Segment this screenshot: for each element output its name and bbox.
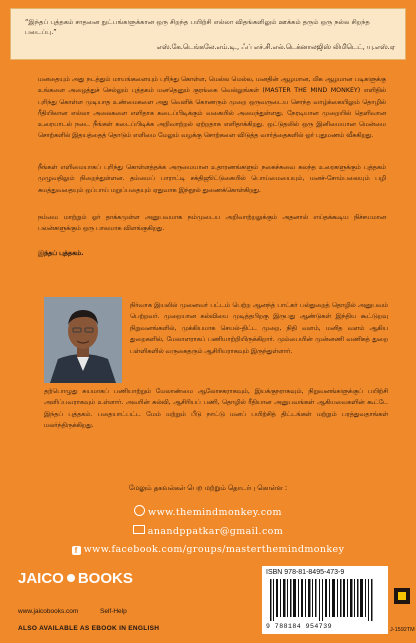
isbn-label: ISBN 978-81-8495-473-9 bbox=[266, 569, 345, 576]
facebook-link[interactable] bbox=[0, 544, 416, 555]
publisher-dot-icon bbox=[67, 574, 75, 582]
website-text: www.themindmonkey.com bbox=[148, 507, 282, 518]
website-link[interactable] bbox=[0, 505, 416, 518]
catalog-code: J-1592TM bbox=[390, 627, 415, 633]
author-photo bbox=[44, 297, 122, 383]
endorsement-box bbox=[10, 8, 406, 60]
description-paragraph-2: நீங்கள் எளிமையாகப் புரிந்து கொள்ளத்தக்க அருமையான உதாரணங்களும் நகைச்சுவை கலந்த உரைகளுக்கும் புத்தகம் முழுவதிலும் நிறைந்துள்ளன. தம்மைப் பாராட்டி சக்திஜூட்டுகையில் பொய்மையையும், மனச்-சோம்பலையும் பழி சுமத்துவதையும் ஒப்பாய் மறுப்பதையும் ஏதுவாக இந்நூல் துணைக்கொள்கிறது. bbox=[38, 164, 386, 194]
author-portrait-icon bbox=[44, 297, 122, 383]
mail-icon bbox=[133, 525, 145, 534]
endorsement-quote: “இந்தப் புத்தகம் சாதனை நுட்பங்களுக்கான ஒரு சிறந்த பயிற்சி எல்லா விதங்களிலும் ஊக்கம் தரும் ஒரு நல்ல சிறந்த படைப்பு.” bbox=[25, 18, 370, 36]
publisher-website[interactable]: www.jaicobooks.com bbox=[18, 608, 79, 615]
email-link[interactable] bbox=[0, 525, 416, 537]
contact-heading: மேலும் தகவல்கள் பெற மற்றும் தொடர்பு கொள்ள : bbox=[128, 484, 288, 492]
facebook-icon: f bbox=[72, 546, 81, 555]
publisher-name-left: JAICO bbox=[18, 570, 64, 587]
author-bio: நிர்வாக இயலில் முனைவர் பட்டம் பெற்ற ஆனந்த் பாட்கர் பல்துறைத் தொழில் அனுபவம் பெற்றவர். முறையான கல்வியை முடித்தபிறகு இருபது ஆண்டுகள் இந்திய கூட்டுறவு நிறுவனங்களில், முக்கியமாக செயல்-திட்ட முறை, நிதி வளம், மனித வளம் ஆகிய துறைகளில், மேலாளராகப் பணியாற்றியிருக்கிறார். மும்பையின் முன்னணி வணிகத் துறை பள்ளிகளில் வருகைதரும் ஆசிரியராகவும் இருந்துள்ளார். bbox=[130, 302, 388, 355]
description-paragraph-3: நம்மை மாற்றும் ஓர் தாக்கமுள்ள அனுபவமாக நம்முடைய அறிவாற்றலுக்கும் அதனால் எய்தக்கூடிய நிச்சயமான பலன்களுக்கும் ஒரு பாலமாக விளங்குகிறது. bbox=[38, 214, 386, 233]
email-text: anandppatkar@gmail.com bbox=[147, 526, 284, 537]
publisher-logo bbox=[18, 570, 133, 587]
barcode-box bbox=[262, 566, 388, 634]
description-paragraph-1: மனதையும் அது நடத்தும் மாயங்களையும் புரிந்து கொள்ள, மெல்ல மெல்ல, மனதின் ஆழமான, மிக ஆழமான படிகளுக்கு உங்களை அழைத்துச் செல்லும் புத்தகம் மனதெனும் குரங்கை வெல்லுங்கள் (MASTER THE MIND MONKEY) எளிதில் புரிந்து கொள்ள முடியாத உண்மைகளை அது வெளிக் கொணரும் முறை ஒருவருடைய சொந்த வாழ்க்கையிலும் தொழில் ரீதியிலான எல்லா அலைகளை எளிதாக கடைப்பிடிக்கும் வகையில் அமைந்துள்ளது. நேரடியான முறையில் தெளிவான உரையாடல் நடை நீங்கள் கடைப்பிடிக்க அறிவாற்றல் ஏற்றதாக எளிதாக்கிறது. ஒட்டுதலில் ஒரு இனிமையான மென்மை சொற்களில் இதயத்தைத் தொடும் எளிமை மேலும் வழக்கு சொற்களை விடுத்த வார்த்தைகளில் ஓர் புதுமணம் வீசுகிறது. bbox=[38, 76, 386, 140]
barcode-icon bbox=[268, 579, 380, 621]
ebook-note: ALSO AVAILABLE AS EBOOK IN ENGLISH bbox=[18, 625, 160, 632]
barcode-digits: 9 788184 954739 bbox=[266, 623, 333, 630]
imprint-logo-icon bbox=[394, 588, 410, 604]
endorsement-attribution: எஸ்.கே.டெங்கலே.எம்.டி., ஃப் எச்.சி.எல்.டெக்னாலஜிஸ் லிமிடெட், யு.எஸ்.ஏ bbox=[156, 43, 395, 51]
publisher-name-right: BOOKS bbox=[77, 570, 133, 587]
genre-label: Self-Help bbox=[100, 608, 127, 615]
facebook-text: www.facebook.com/groups/masterthemindmonkey bbox=[83, 544, 345, 555]
author-bio-continued: தற்பொழுது சுயமாகப் பணியாற்றும் மேலாண்மை ஆலோசகராகவும், இயக்குநராகவும், நிறுவனங்களுக்குப் பயிற்சி அளிப்பவராகவும் உள்ளார். அவரின் கல்வி, ஆசிரியப் பணி, தொழில் ரீதியான அனுபவங்கள் ஆகியவைகளின் கூட்டே இந்தப் புத்தகம். பதையாட்பட்ட மேம் மற்றும் பீடு நாட்டு மனப் பயிற்சித் திட்டங்கள் மற்றும் பரத்துவதாங்கள் மலர்ந்திருக்கிறது. bbox=[44, 388, 388, 430]
globe-icon bbox=[134, 505, 145, 516]
description-paragraph-4: இந்தப் புத்தகம். bbox=[38, 250, 84, 257]
